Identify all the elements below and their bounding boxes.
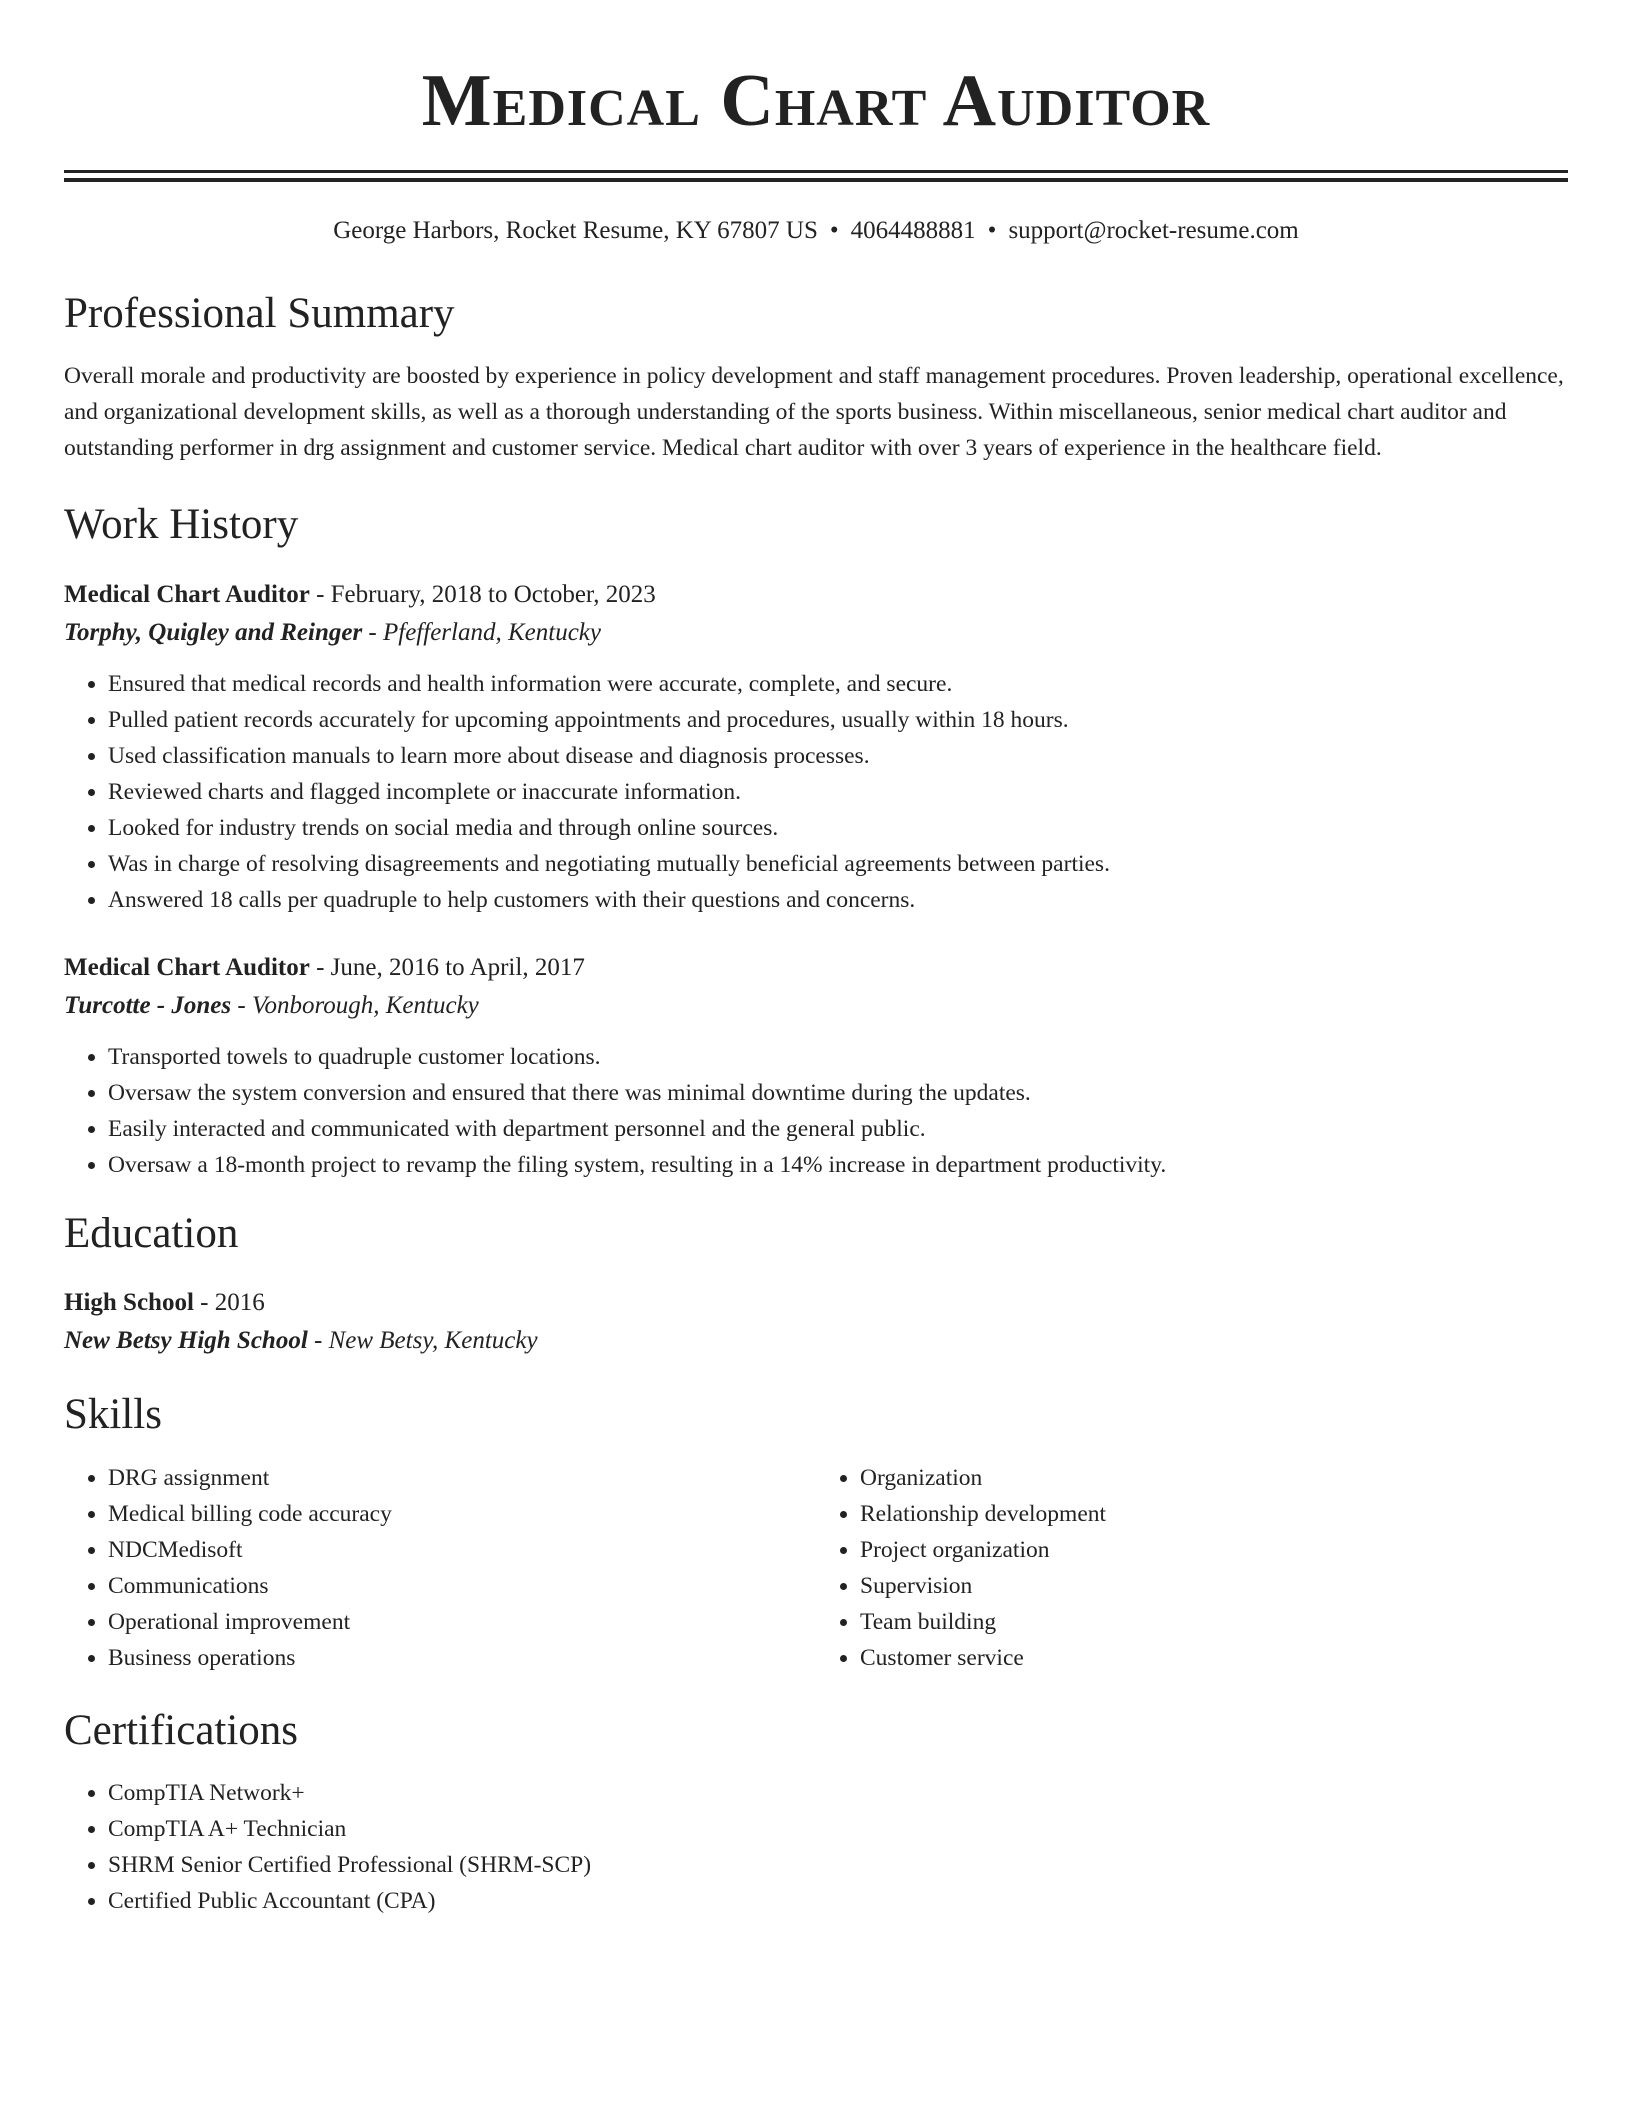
list-item: • Organization (860, 1460, 1568, 1496)
job-role: Medical Chart Auditor (64, 953, 310, 981)
job-title-line (64, 949, 1568, 987)
summary-heading: Professional Summary (64, 290, 455, 337)
job-dates: - June, 2016 to April, 2017 (309, 953, 585, 981)
education-location: - New Betsy, Kentucky (307, 1327, 538, 1355)
list-item: • Ensured that medical records and health information were accurate, complete, and secure. (108, 666, 1568, 702)
certifications-list (64, 1775, 1568, 1919)
list-item: • Transported towels to quadruple customer locations. (108, 1039, 1568, 1075)
job-entry (64, 576, 1568, 918)
list-item: • CompTIA A+ Technician (108, 1811, 1568, 1847)
list-item: • Used classification manuals to learn more about disease and diagnosis processes. (108, 738, 1568, 774)
list-item: • Looked for industry trends on social media and through online sources. (108, 810, 1568, 846)
list-item: • Oversaw the system conversion and ensured that there was minimal downtime during the updates. (108, 1075, 1568, 1111)
list-item: • Reviewed charts and flagged incomplete or inaccurate information. (108, 774, 1568, 810)
list-item: • CompTIA Network+ (108, 1775, 1568, 1811)
job-company-line (64, 614, 1568, 652)
list-item: • Oversaw a 18-month project to revamp the filing system, resulting in a 14% increase in department productivity. (108, 1147, 1568, 1183)
resume-page (64, 0, 1568, 1919)
contact-separator: • (987, 217, 997, 244)
list-item: • Business operations (108, 1640, 816, 1676)
job-entry (64, 949, 1568, 1183)
job-bullets (64, 1039, 1568, 1183)
contact-line (64, 216, 1568, 246)
education-degree-line (64, 1284, 1568, 1322)
education-year: - 2016 (193, 1289, 265, 1317)
list-item: • Customer service (860, 1640, 1568, 1676)
job-dates: - February, 2018 to October, 2023 (309, 580, 656, 608)
list-item: • Operational improvement (108, 1604, 816, 1640)
certifications-heading: Certifications (64, 1706, 299, 1754)
job-bullets (64, 666, 1568, 918)
list-item: • DRG assignment (108, 1460, 816, 1496)
list-item: • Supervision (860, 1568, 1568, 1604)
list-item: • Was in charge of resolving disagreements and negotiating mutually beneficial agreements between parties. (108, 846, 1568, 882)
list-item: • Easily interacted and communicated with department personnel and the general public. (108, 1111, 1568, 1147)
job-title-line (64, 576, 1568, 614)
work-history-heading: Work History (64, 501, 299, 549)
job-company: Torphy, Quigley and Reinger (64, 618, 363, 646)
job-company: Turcotte - Jones (64, 991, 232, 1019)
skills-list-right (816, 1460, 1568, 1676)
contact-separator: • (829, 217, 839, 244)
contact-phone: 4064488881 (850, 217, 976, 244)
job-location: - Pfefferland, Kentucky (362, 618, 601, 646)
skills-heading: Skills (64, 1391, 162, 1439)
skills-grid (64, 1460, 1568, 1676)
education-heading: Education (64, 1209, 239, 1257)
education-school: New Betsy High School (64, 1327, 308, 1355)
education-degree: High School (64, 1289, 194, 1317)
list-item: • Relationship development (860, 1496, 1568, 1532)
list-item: • Project organization (860, 1532, 1568, 1568)
summary-text: Overall morale and productivity are boosted by experience in policy development and staff management procedures. Proven leadership, operational excellence, and organizational development skills, as well as a thorough understanding of the sports business. Within miscellaneous, senior medical chart auditor and outstanding performer in drg assignment and customer service. Medical chart auditor with over 3 years of experience in the healthcare field. (64, 363, 1564, 462)
education-school-line (64, 1322, 1568, 1360)
title-rule-bottom (64, 178, 1568, 182)
job-company-line (64, 987, 1568, 1025)
job-location: - Vonborough, Kentucky (231, 991, 479, 1019)
job-role: Medical Chart Auditor (64, 580, 310, 608)
list-item: • SHRM Senior Certified Professional (SHRM-SCP) (108, 1847, 1568, 1883)
resume-title: Medical Chart Auditor (421, 60, 1211, 142)
skills-list-left (64, 1460, 816, 1676)
list-item: • Team building (860, 1604, 1568, 1640)
list-item: • Communications (108, 1568, 816, 1604)
title-rule-top (64, 170, 1568, 173)
contact-address: George Harbors, Rocket Resume, KY 67807 US (333, 217, 818, 244)
contact-email: support@rocket-resume.com (1008, 217, 1299, 244)
list-item: • Certified Public Accountant (CPA) (108, 1883, 1568, 1919)
list-item: • Medical billing code accuracy (108, 1496, 816, 1532)
list-item: • NDCMedisoft (108, 1532, 816, 1568)
list-item: • Pulled patient records accurately for upcoming appointments and procedures, usually within 18 hours. (108, 702, 1568, 738)
list-item: • Answered 18 calls per quadruple to help customers with their questions and concerns. (108, 882, 1568, 918)
